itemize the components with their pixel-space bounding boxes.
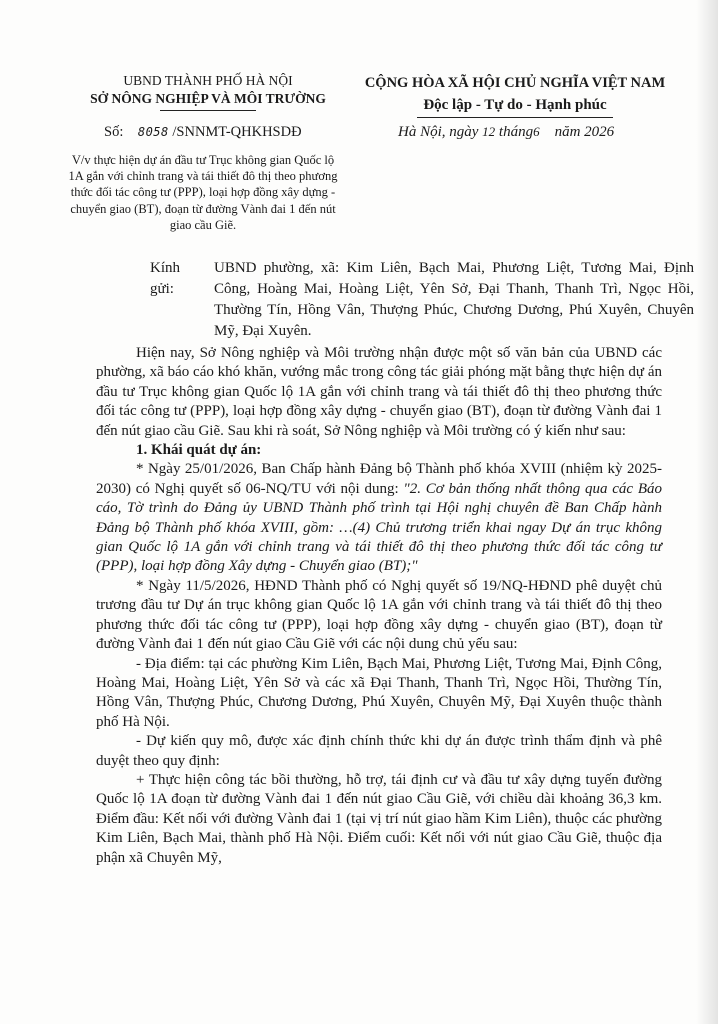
national-motto: Độc lập - Tự do - Hạnh phúc bbox=[423, 97, 607, 113]
issuing-agency-block bbox=[68, 72, 348, 111]
section-1-heading: 1. Khái quát dự án: bbox=[136, 442, 262, 459]
compensation-paragraph: + Thực hiện công tác bồi thường, hỗ trợ, tái định cư và đầu tư xây dựng tuyến đường Quốc lộ 1A đoạn từ đường Vành đai 1 đến nút giao Cầu Giẽ, với chiều dài khoảng 36,3 km. Điểm đầu: Kết nối với đường Vành đai 1 (tại vị trí nút giao hầm Kim Liên), thuộc các phường Kim Liên, Bạch Mai, thành phố Hà Nội. Điểm cuối: Kết nối với nút giao Cầu Giẽ, thuộc địa phận xã Chuyên Mỹ, bbox=[96, 771, 662, 866]
agency-parent: UBND THÀNH PHỐ HÀ NỘI bbox=[123, 73, 293, 88]
document-number bbox=[104, 124, 302, 141]
document-body bbox=[96, 344, 662, 868]
republic-name: CỘNG HÒA XÃ HỘI CHỦ NGHĨA VIỆT NAM bbox=[364, 75, 666, 91]
resolution-06-paragraph bbox=[96, 460, 662, 576]
motto-underline bbox=[417, 117, 613, 118]
dateline bbox=[398, 124, 614, 141]
doc-number-value: 8058 bbox=[137, 125, 169, 139]
dateline-month-label: tháng bbox=[498, 124, 534, 140]
scale-paragraph: - Dự kiến quy mô, được xác định chính thức khi dự án được trình thẩm định và phê duyệt theo quy định: bbox=[96, 733, 662, 769]
recipient-list: UBND phường, xã: Kim Liên, Bạch Mai, Phương Liệt, Tương Mai, Định Công, Hoàng Mai, Hoàng Liệt, Yên Sở, Đại Thanh, Thanh Trì, Ngọc Hồi, Thường Tín, Hồng Vân, Thượng Phúc, Chương Dương, Phú Xuyên, Chuyên Mỹ, Đại Xuyên. bbox=[214, 260, 694, 339]
page-edge-shadow bbox=[696, 0, 718, 1024]
national-motto-block bbox=[350, 72, 680, 118]
recipient-label: Kính gửi: bbox=[150, 260, 180, 297]
agency-name: SỞ NÔNG NGHIỆP VÀ MÔI TRƯỜNG bbox=[90, 91, 326, 106]
agency-underline bbox=[160, 110, 256, 111]
doc-number-code: /SNNMT-QHKHSDĐ bbox=[172, 124, 302, 140]
resolution-06-text: * Ngày 25/01/2026, Ban Chấp hành Đảng bộ Thành phố khóa XVIII (nhiệm kỳ 2025-2030) có Nghị quyết số 06-NQ/TU với nội dung: bbox=[96, 461, 662, 497]
dateline-day: 12 bbox=[482, 124, 496, 139]
dateline-prefix: Hà Nội, ngày bbox=[398, 124, 479, 140]
dateline-month: 6 bbox=[533, 124, 540, 139]
doc-number-label: Số: bbox=[104, 124, 124, 140]
intro-paragraph: Hiện nay, Sở Nông nghiệp và Môi trường nhận được một số văn bản của UBND các phường, xã báo cáo khó khăn, vướng mắc trong công tác giải phóng mặt bằng thực hiện dự án đầu tư Trục không gian Quốc lộ 1A gắn với chỉnh trang và tái thiết đô thị theo phương thức đối tác công tư (PPP), loại hợp đồng xây dựng - chuyển giao (BT), đoạn từ đường Vành đai 1 đến nút giao cầu Giẽ. Sau khi rà soát, Sở Nông nghiệp và Môi trường có ý kiến như sau: bbox=[96, 345, 662, 439]
location-paragraph: - Địa điểm: tại các phường Kim Liên, Bạch Mai, Phương Liệt, Tương Mai, Định Công, Hoàng Mai, Hoàng Liệt, Yên Sở và các xã Đại Thanh, Thanh Trì, Ngọc Hồi, Thường Tín, Hồng Vân, Thượng Phúc, Chương Dương, Phú Xuyên, Chuyên Mỹ, Đại Xuyên thuộc thành phố Hà Nội. bbox=[96, 655, 662, 730]
resolution-06-quote: "2. Cơ bản thống nhất thông qua các Báo cáo, Tờ trình do Đảng ủy UBND Thành phố trình tại Hội nghị chuyên đề Ban Chấp hành Đảng bộ Thành phố khóa XVIII, gồm: …(4) Chủ trương triển khai ngay Dự án trục không gian Quốc lộ 1A gắn với chỉnh trang và tái thiết đô thị theo phương thức đối tác công tư (PPP), loại hợp đồng Xây dựng - Chuyển giao (BT);" bbox=[96, 480, 662, 575]
subject-line: V/v thực hiện dự án đầu tư Trục không gian Quốc lộ 1A gắn với chỉnh trang và tái thiết đô thị theo phương thức đối tác công tư (PPP), loại hợp đồng xây dựng - chuyển giao (BT), đoạn từ đường Vành đai 1 đến nút giao cầu Giẽ. bbox=[68, 153, 338, 232]
resolution-19-paragraph: * Ngày 11/5/2026, HĐND Thành phố có Nghị quyết số 19/NQ-HĐND phê duyệt chủ trương đầu tư Dự án trục không gian Quốc lộ 1A gắn với chỉnh trang và tái thiết đô thị theo phương thức đối tác công tư (PPP), loại hợp đồng xây dựng - chuyển giao (BT), đoạn từ đường Vành đai 1 đến nút giao Cầu Giẽ với các nội dung chủ yếu sau: bbox=[96, 577, 662, 653]
dateline-year: năm 2026 bbox=[554, 124, 615, 140]
